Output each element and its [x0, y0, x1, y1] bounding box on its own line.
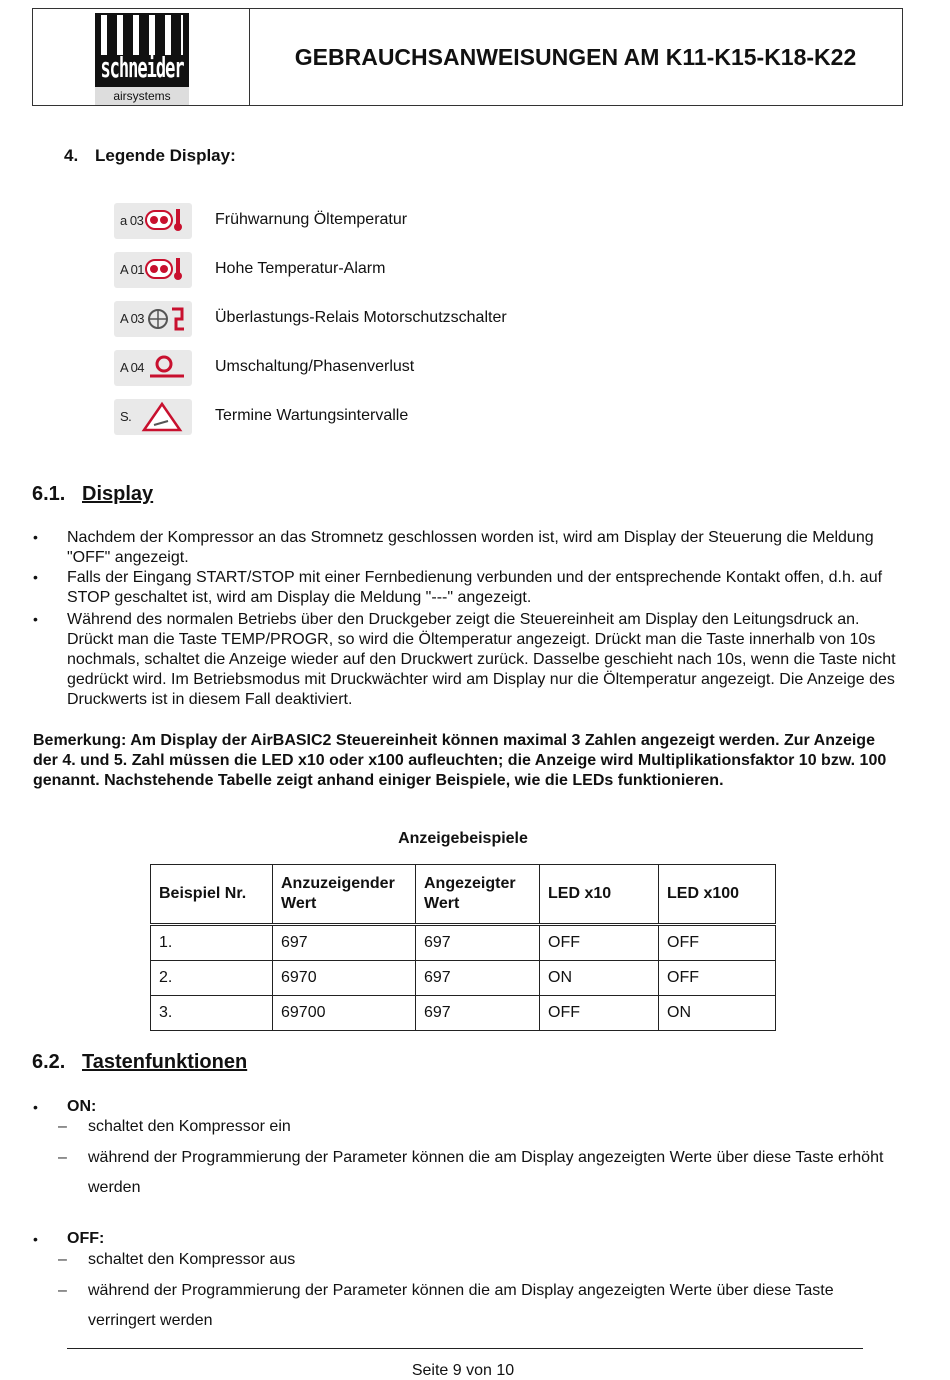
section-6-2-heading: 6.2. Tastenfunktionen [32, 1051, 248, 1073]
maintenance-warning-icon: S. [114, 399, 192, 435]
legend-item [110, 203, 670, 241]
key-label-on: ON: [67, 1098, 97, 1115]
legend-label: Frühwarnung Öltemperatur [215, 211, 408, 228]
logo-sub: airsystems [95, 87, 189, 105]
legend-label: Überlastungs-Relais Motorschutzschalter [215, 309, 507, 326]
display-examples-table [150, 864, 776, 1031]
table-header: Angezeigter Wert [416, 865, 540, 925]
list-item: schaltet den Kompressor aus [88, 1251, 296, 1268]
bullet-icon: • [33, 1231, 38, 1247]
section-4-heading: 4. Legende Display: [64, 146, 236, 165]
dash-icon: – [58, 1149, 67, 1166]
table-header: Anzuzeigender Wert [273, 865, 416, 925]
table-header: LED x100 [659, 865, 776, 925]
company-logo [95, 13, 189, 105]
oil-temperature-warning-icon: a 03 [114, 203, 192, 239]
list-item: während der Programmierung der Parameter können die am Display angezeigten Werte über diese Taste verringert werden [88, 1282, 834, 1329]
page-header [32, 8, 903, 106]
bullet-icon: • [33, 529, 38, 545]
legend-item [110, 301, 670, 339]
table-caption: Anzeigebeispiele [398, 830, 528, 847]
logo-cell [33, 9, 250, 105]
list-item: während der Programmierung der Parameter können die am Display angezeigten Werte über diese Taste erhöht werden [88, 1149, 884, 1196]
high-temperature-alarm-icon: A 01 [114, 252, 192, 288]
table-header: Beispiel Nr. [151, 865, 273, 925]
phase-loss-icon: A 04 [114, 350, 192, 386]
footer-divider [67, 1348, 863, 1349]
list-item: Während des normalen Betriebs über den Druckgeber zeigt die Steuereinheit am Display den Leitungsdruck an. Drückt man die Taste TEMP/PROGR, so wird die Öltemperatur angezeigt. Drückt man die Taste innerhalb von 10s nochmals, schaltet die Anzeige wieder auf den Druckwert zurück. Dasselbe geschieht nach 10s, wenn die Taste nicht gedrückt wird. Im Betriebsmodus mit Druckwächter wird am Display nur die Öltemperatur angezeigt. Die Anzeige des Druckwerts ist in diesem Fall deaktiviert. [67, 611, 896, 708]
bullet-icon: • [33, 611, 38, 627]
bullet-icon: • [33, 1099, 38, 1115]
table-header-row [151, 865, 776, 925]
remark-note: Bemerkung: Am Display der AirBASIC2 Steuereinheit können maximal 3 Zahlen angezeigt werden. Zur Anzeige der 4. und 5. Zahl müssen die LED x10 oder x100 aufleuchten; die Anzeige wird Multiplikationsfaktor 10 bzw. 100 genannt. Nachstehende Tabelle zeigt anhand einiger Beispiele, wie die LEDs funktionieren. [33, 732, 887, 789]
list-item: Nachdem der Kompressor an das Stromnetz geschlossen worden ist, wird am Display der Steuerung die Meldung "OFF" angezeigt. [67, 529, 874, 566]
dash-icon: – [58, 1118, 67, 1135]
section-6-1-heading: 6.1. Display [32, 483, 154, 505]
dash-icon: – [58, 1282, 67, 1299]
bullet-icon: • [33, 569, 38, 585]
document-title: GEBRAUCHSANWEISUNGEN AM K11-K15-K18-K22 [294, 43, 857, 70]
list-item: schaltet den Kompressor ein [88, 1118, 291, 1135]
legend-item [110, 252, 670, 290]
legend-item [110, 399, 670, 437]
table-header: LED x10 [540, 865, 659, 925]
page-number: Seite 9 von 10 [411, 1362, 515, 1379]
dash-icon: – [58, 1251, 67, 1268]
legend-label: Termine Wartungsintervalle [215, 407, 409, 424]
key-label-off: OFF: [67, 1230, 105, 1247]
legend-item [110, 350, 670, 388]
legend-label: Umschaltung/Phasenverlust [215, 358, 415, 375]
list-item: Falls der Eingang START/STOP mit einer Fernbedienung verbunden und der entsprechende Kontakt offen, d.h. auf STOP geschaltet ist, wird am Display die Meldung "---" angezeigt. [67, 569, 883, 606]
motor-overload-icon: A 03 [114, 301, 192, 337]
table-row: 1. 697 697 OFF OFF [151, 925, 776, 961]
logo-name: schneider [100, 53, 184, 85]
table-row: 2. 6970 697 ON OFF [151, 961, 776, 996]
legend-label: Hohe Temperatur-Alarm [215, 260, 386, 277]
table-row: 3. 69700 697 OFF ON [151, 996, 776, 1031]
